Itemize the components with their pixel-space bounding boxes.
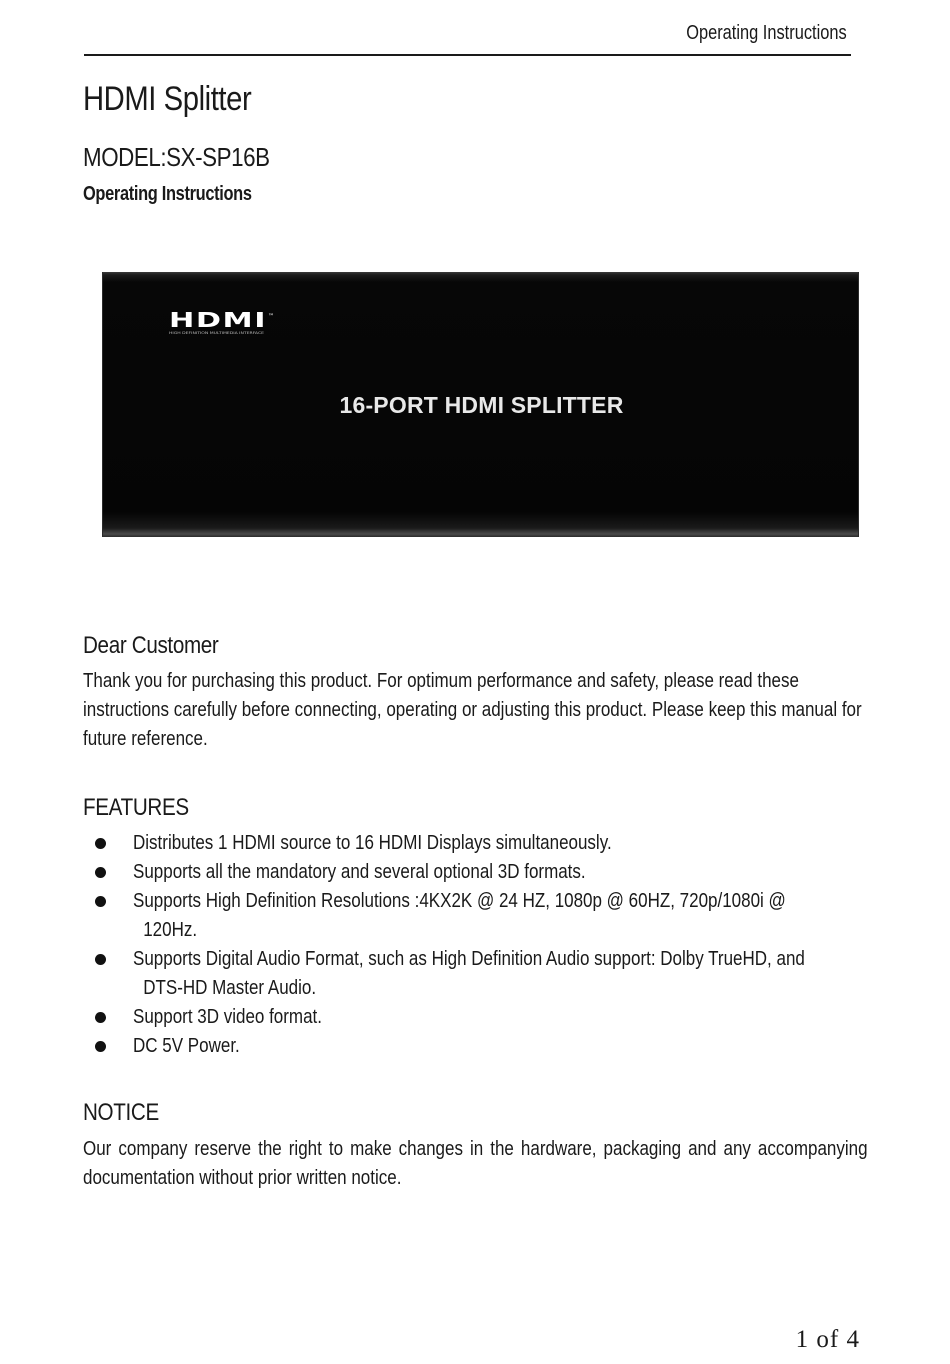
- notice-heading: NOTICE: [83, 1099, 159, 1126]
- page-number: 1 of 4: [795, 1326, 860, 1353]
- running-header: Operating Instructions: [686, 22, 847, 44]
- header-rule: [84, 54, 851, 56]
- dear-customer-heading: Dear Customer: [83, 632, 219, 659]
- bullet-icon: [95, 1012, 106, 1023]
- feature-item: [83, 945, 950, 1003]
- bullet-icon: [95, 1041, 106, 1052]
- notice-text: Our company reserve the right to make changes in the hardware, packaging and any accompanying documentation without prior written notice.: [83, 1138, 868, 1189]
- hdmi-logo-trademark: ™: [268, 313, 274, 320]
- feature-text-continuation: 120Hz.: [143, 919, 198, 941]
- feature-text: Supports High Definition Resolutions :4KX2K @ 24 HZ, 1080p @ 60HZ, 720p/1080i @: [133, 890, 786, 912]
- document-subtitle: Operating Instructions: [83, 183, 252, 205]
- feature-text: DC 5V Power.: [133, 1035, 240, 1057]
- feature-text: Supports all the mandatory and several optional 3D formats.: [133, 861, 586, 883]
- document-title: HDMI Splitter: [83, 80, 252, 118]
- bullet-icon: [95, 838, 106, 849]
- device-label: 16-PORT HDMI SPLITTER: [339, 392, 624, 418]
- feature-item: [83, 858, 950, 887]
- hdmi-logo-tagline: HIGH DEFINITION MULTIMEDIA INTERFACE: [169, 331, 264, 335]
- dear-customer-text: Thank you for purchasing this product. For optimum performance and safety, please read these instructions carefully before connecting, operating or adjusting this product. Please keep this manual for future reference.: [83, 670, 862, 750]
- feature-item: [83, 829, 950, 858]
- feature-text-continuation: DTS-HD Master Audio.: [143, 977, 317, 999]
- feature-item: [83, 1003, 950, 1032]
- hdmi-logo-text: HDMI: [169, 310, 267, 332]
- feature-text: Distributes 1 HDMI source to 16 HDMI Displays simultaneously.: [133, 832, 612, 854]
- hdmi-logo-icon: [169, 310, 279, 336]
- feature-item: [83, 1032, 950, 1061]
- feature-item: [83, 887, 950, 945]
- feature-text: Support 3D video format.: [133, 1006, 322, 1028]
- model-number: MODEL:SX-SP16B: [83, 142, 270, 172]
- bullet-icon: [95, 896, 106, 907]
- product-image: [102, 272, 859, 537]
- bullet-icon: [95, 954, 106, 965]
- feature-text: Supports Digital Audio Format, such as High Definition Audio support: Dolby TrueHD, and: [133, 948, 805, 970]
- bullet-icon: [95, 867, 106, 878]
- features-list: [83, 829, 950, 1061]
- features-heading: FEATURES: [83, 794, 189, 821]
